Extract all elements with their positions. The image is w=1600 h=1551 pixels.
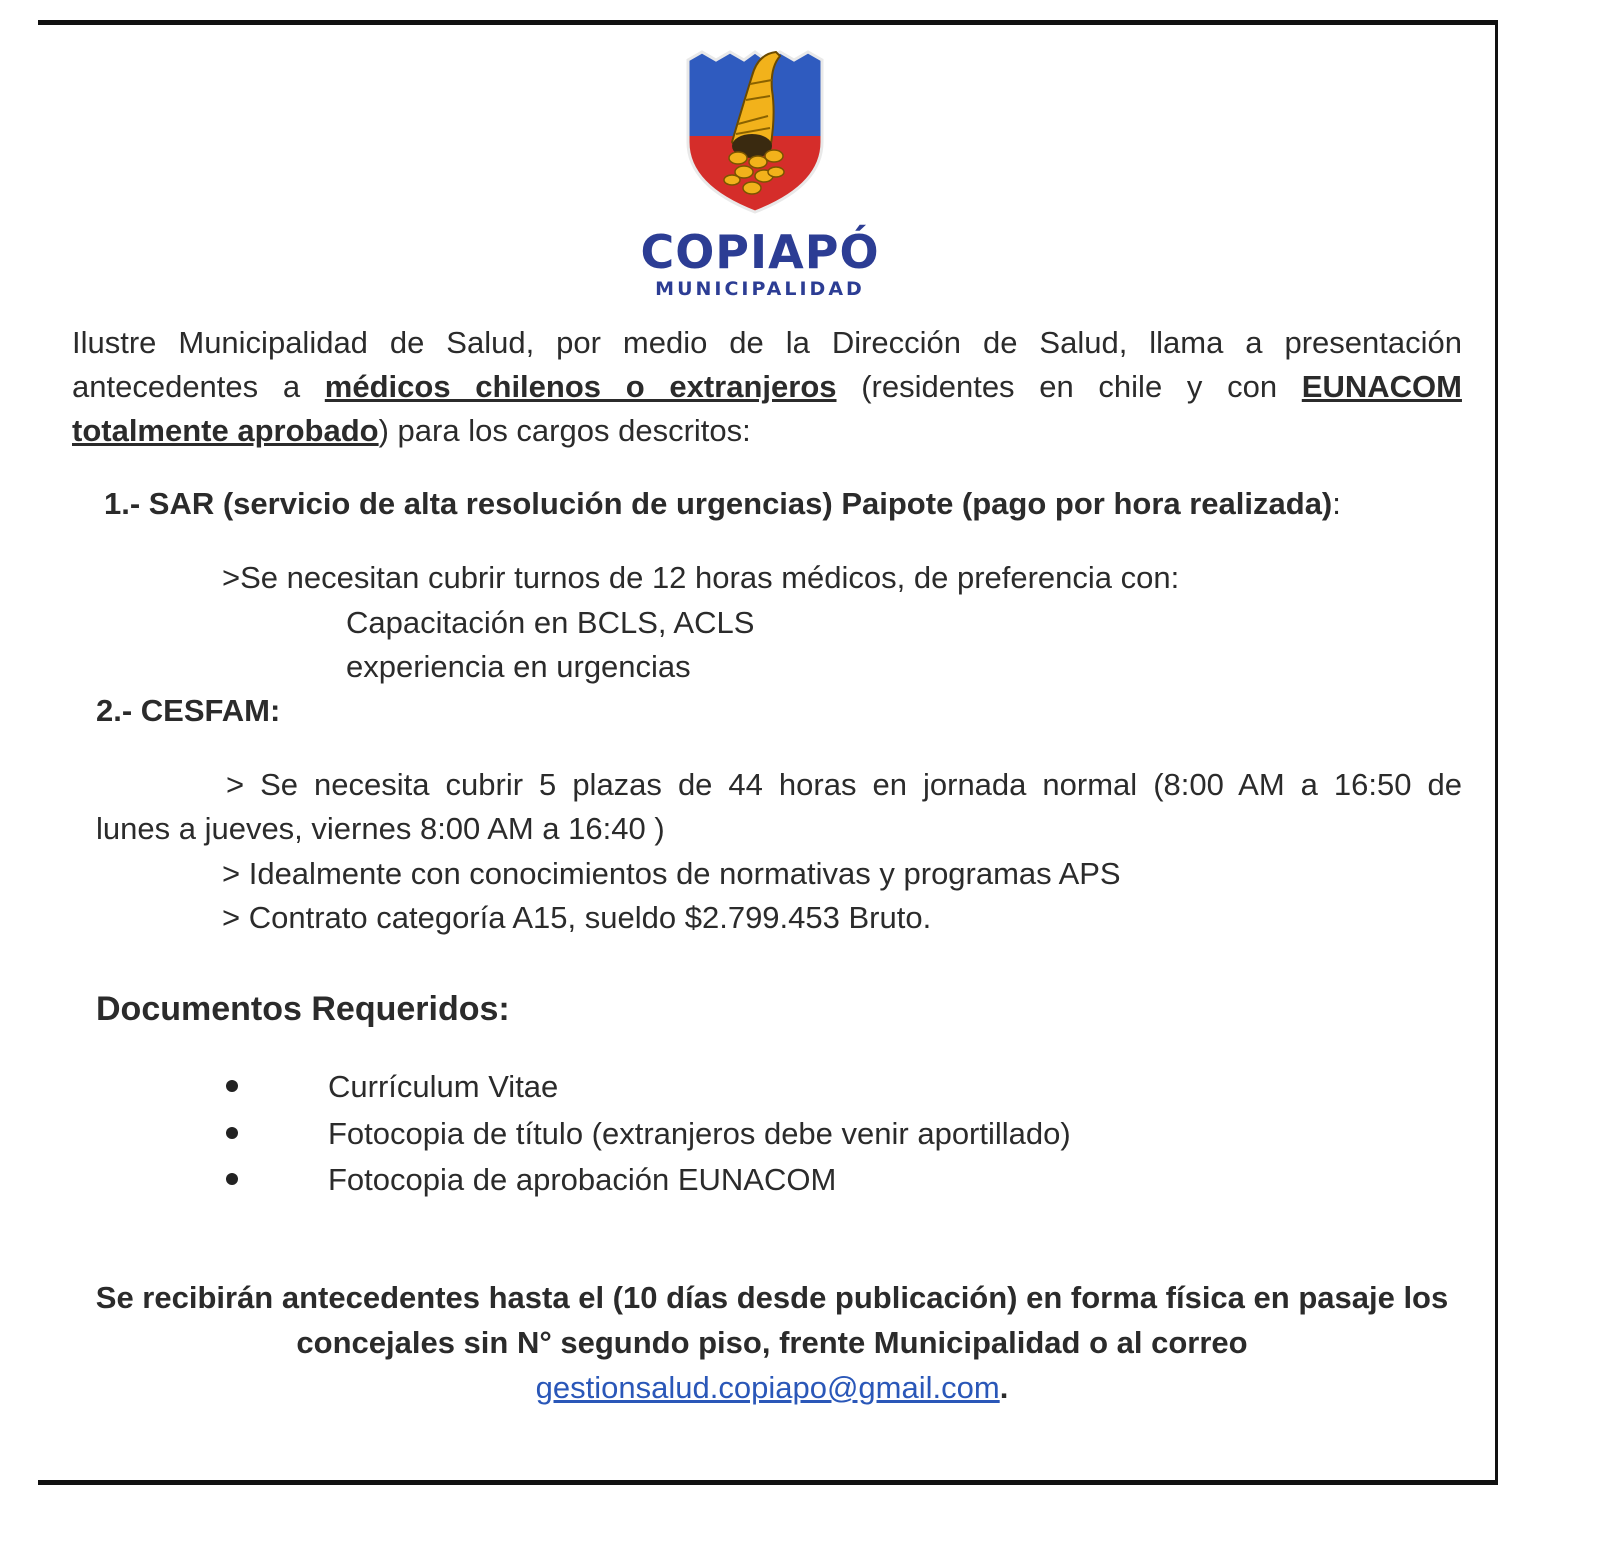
bullet-dot: [226, 1080, 238, 1092]
section2-item1-line1: [226, 762, 1462, 808]
footer-line-3: [72, 1365, 1472, 1411]
section2-title: 2.- CESFAM:: [96, 693, 281, 728]
footer-line-1: Se recibirán antecedentes hasta el (10 días desde publicación) en forma física en pasaje los: [95, 1280, 1449, 1315]
bullet-dot: [226, 1127, 238, 1139]
section1-sub-1: Capacitación en BCLS, ACLS: [346, 605, 755, 640]
municipality-brand: [560, 226, 960, 300]
intro-text-1: Ilustre Municipalidad de Salud, por medio de la Dirección de Salud, llama a presentación: [72, 325, 1462, 360]
cornucopia-shield-icon: [680, 46, 830, 216]
intro-text-2a: antecedentes a: [72, 369, 301, 404]
section2-item1-text-1: > Se necesita cubrir 5 plazas de 44 horas en jornada normal (8:00 AM a 16:50 de: [226, 767, 1462, 802]
bullet-dot: [226, 1173, 238, 1185]
section1-title-colon: :: [1332, 486, 1341, 521]
section1-item: >Se necesitan cubrir turnos de 12 horas médicos, de preferencia con:: [222, 560, 1180, 595]
brand-subtitle: MUNICIPALIDAD: [655, 278, 865, 300]
document-item-1: Currículum Vitae: [328, 1069, 559, 1104]
intro-text-2b: (residentes en chile y con: [861, 369, 1278, 404]
section1-sub-2: experiencia en urgencias: [346, 649, 691, 684]
contact-email-link[interactable]: gestionsalud.copiapo@gmail.com: [535, 1370, 1000, 1405]
document-item-2: Fotocopia de título (extranjeros debe venir aportillado): [328, 1116, 1071, 1151]
bottom-border: [38, 1480, 1498, 1485]
section1-title: [104, 481, 1341, 527]
section2-item2: > Idealmente con conocimientos de normativas y programas APS: [222, 856, 1121, 891]
intro-highlight-eunacom: EUNACOM: [1301, 369, 1462, 404]
intro-highlight-doctors: médicos chilenos o extranjeros: [324, 369, 837, 404]
top-border: [38, 20, 1498, 25]
document-item-3: Fotocopia de aprobación EUNACOM: [328, 1162, 837, 1197]
intro-line-2: [72, 364, 1462, 410]
documents-title: Documentos Requeridos:: [96, 990, 510, 1028]
intro-line-1: [72, 320, 1462, 366]
intro-text-3: ) para los cargos descritos:: [378, 413, 751, 448]
brand-name: COPIAPÓ: [640, 225, 880, 279]
intro-line-3: [72, 408, 1462, 454]
section1-title-text: 1.- SAR (servicio de alta resolución de urgencias) Paipote (pago por hora realizada): [104, 486, 1333, 521]
section2-item3: > Contrato categoría A15, sueldo $2.799.453 Bruto.: [222, 900, 932, 935]
intro-highlight-approved: totalmente aprobado: [72, 413, 379, 448]
right-border: [1495, 20, 1498, 1485]
footer-period: .: [999, 1370, 1009, 1405]
section2-item1-line2: lunes a jueves, viernes 8:00 AM a 16:40 ): [96, 811, 665, 846]
footer-line-2: concejales sin N° segundo piso, frente Municipalidad o al correo: [296, 1325, 1248, 1360]
